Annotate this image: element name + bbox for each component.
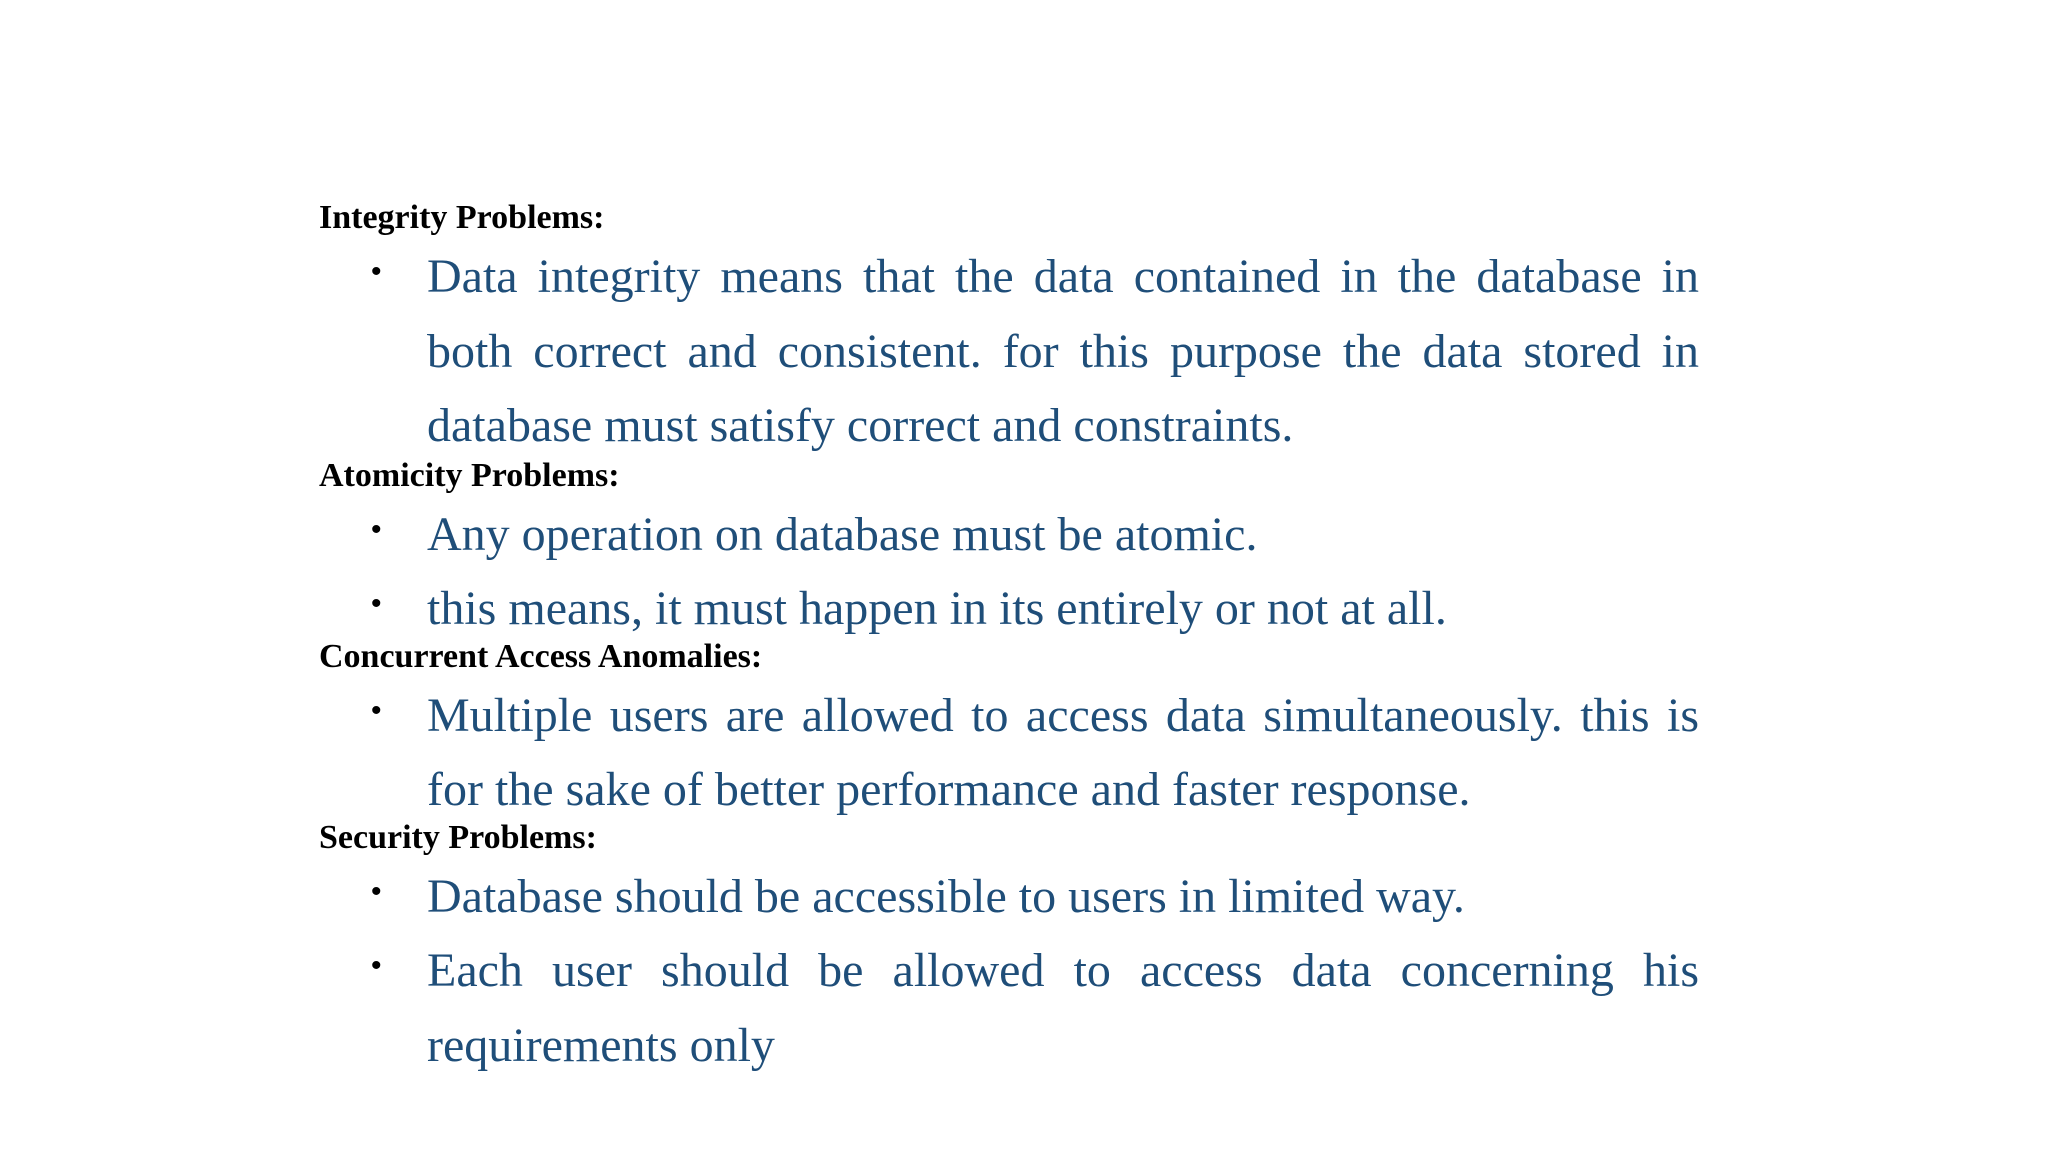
bullet-icon: • bbox=[371, 255, 382, 288]
bullet-text: Any operation on database must be atomic. bbox=[427, 507, 1258, 561]
bullet-icon: • bbox=[371, 587, 382, 620]
bullet-text: Data integrity means that the data contained in the database in both correct and consistent. for this purpose the data stored in database must satisfy correct and constraints. bbox=[427, 250, 1699, 452]
bullet-item bbox=[319, 934, 1699, 1083]
bullet-list bbox=[319, 498, 1699, 647]
bullet-list bbox=[319, 860, 1699, 1084]
section-heading: Concurrent Access Anomalies: bbox=[319, 637, 763, 675]
section-integrity-problems bbox=[319, 196, 1699, 464]
section-heading: Atomicity Problems: bbox=[319, 456, 620, 494]
bullet-icon: • bbox=[371, 693, 382, 727]
bullet-item bbox=[319, 240, 1699, 464]
bullet-text: Multiple users are allowed to access data simultaneously. this is for the sake of better performance and faster response. bbox=[427, 688, 1699, 816]
bullet-text: Each user should be allowed to access data concerning his requirements only bbox=[427, 944, 1699, 1072]
section-heading: Security Problems: bbox=[319, 818, 597, 856]
section-security-problems bbox=[319, 816, 1699, 1084]
bullet-item bbox=[319, 860, 1699, 935]
section-concurrent-access-anomalies bbox=[319, 635, 1699, 828]
bullet-item bbox=[319, 679, 1699, 828]
bullet-list bbox=[319, 679, 1699, 828]
bullet-text: Database should be accessible to users in limited way. bbox=[427, 869, 1465, 923]
bullet-icon: • bbox=[371, 874, 382, 908]
bullet-icon: • bbox=[371, 949, 382, 982]
bullet-text: this means, it must happen in its entirely or not at all. bbox=[427, 582, 1447, 635]
bullet-icon: • bbox=[371, 512, 382, 546]
bullet-list bbox=[319, 240, 1699, 464]
bullet-item bbox=[319, 572, 1699, 647]
section-atomicity-problems bbox=[319, 454, 1699, 647]
bullet-item bbox=[319, 498, 1699, 573]
slide-content bbox=[319, 196, 1699, 1083]
section-heading: Integrity Problems: bbox=[319, 199, 605, 236]
